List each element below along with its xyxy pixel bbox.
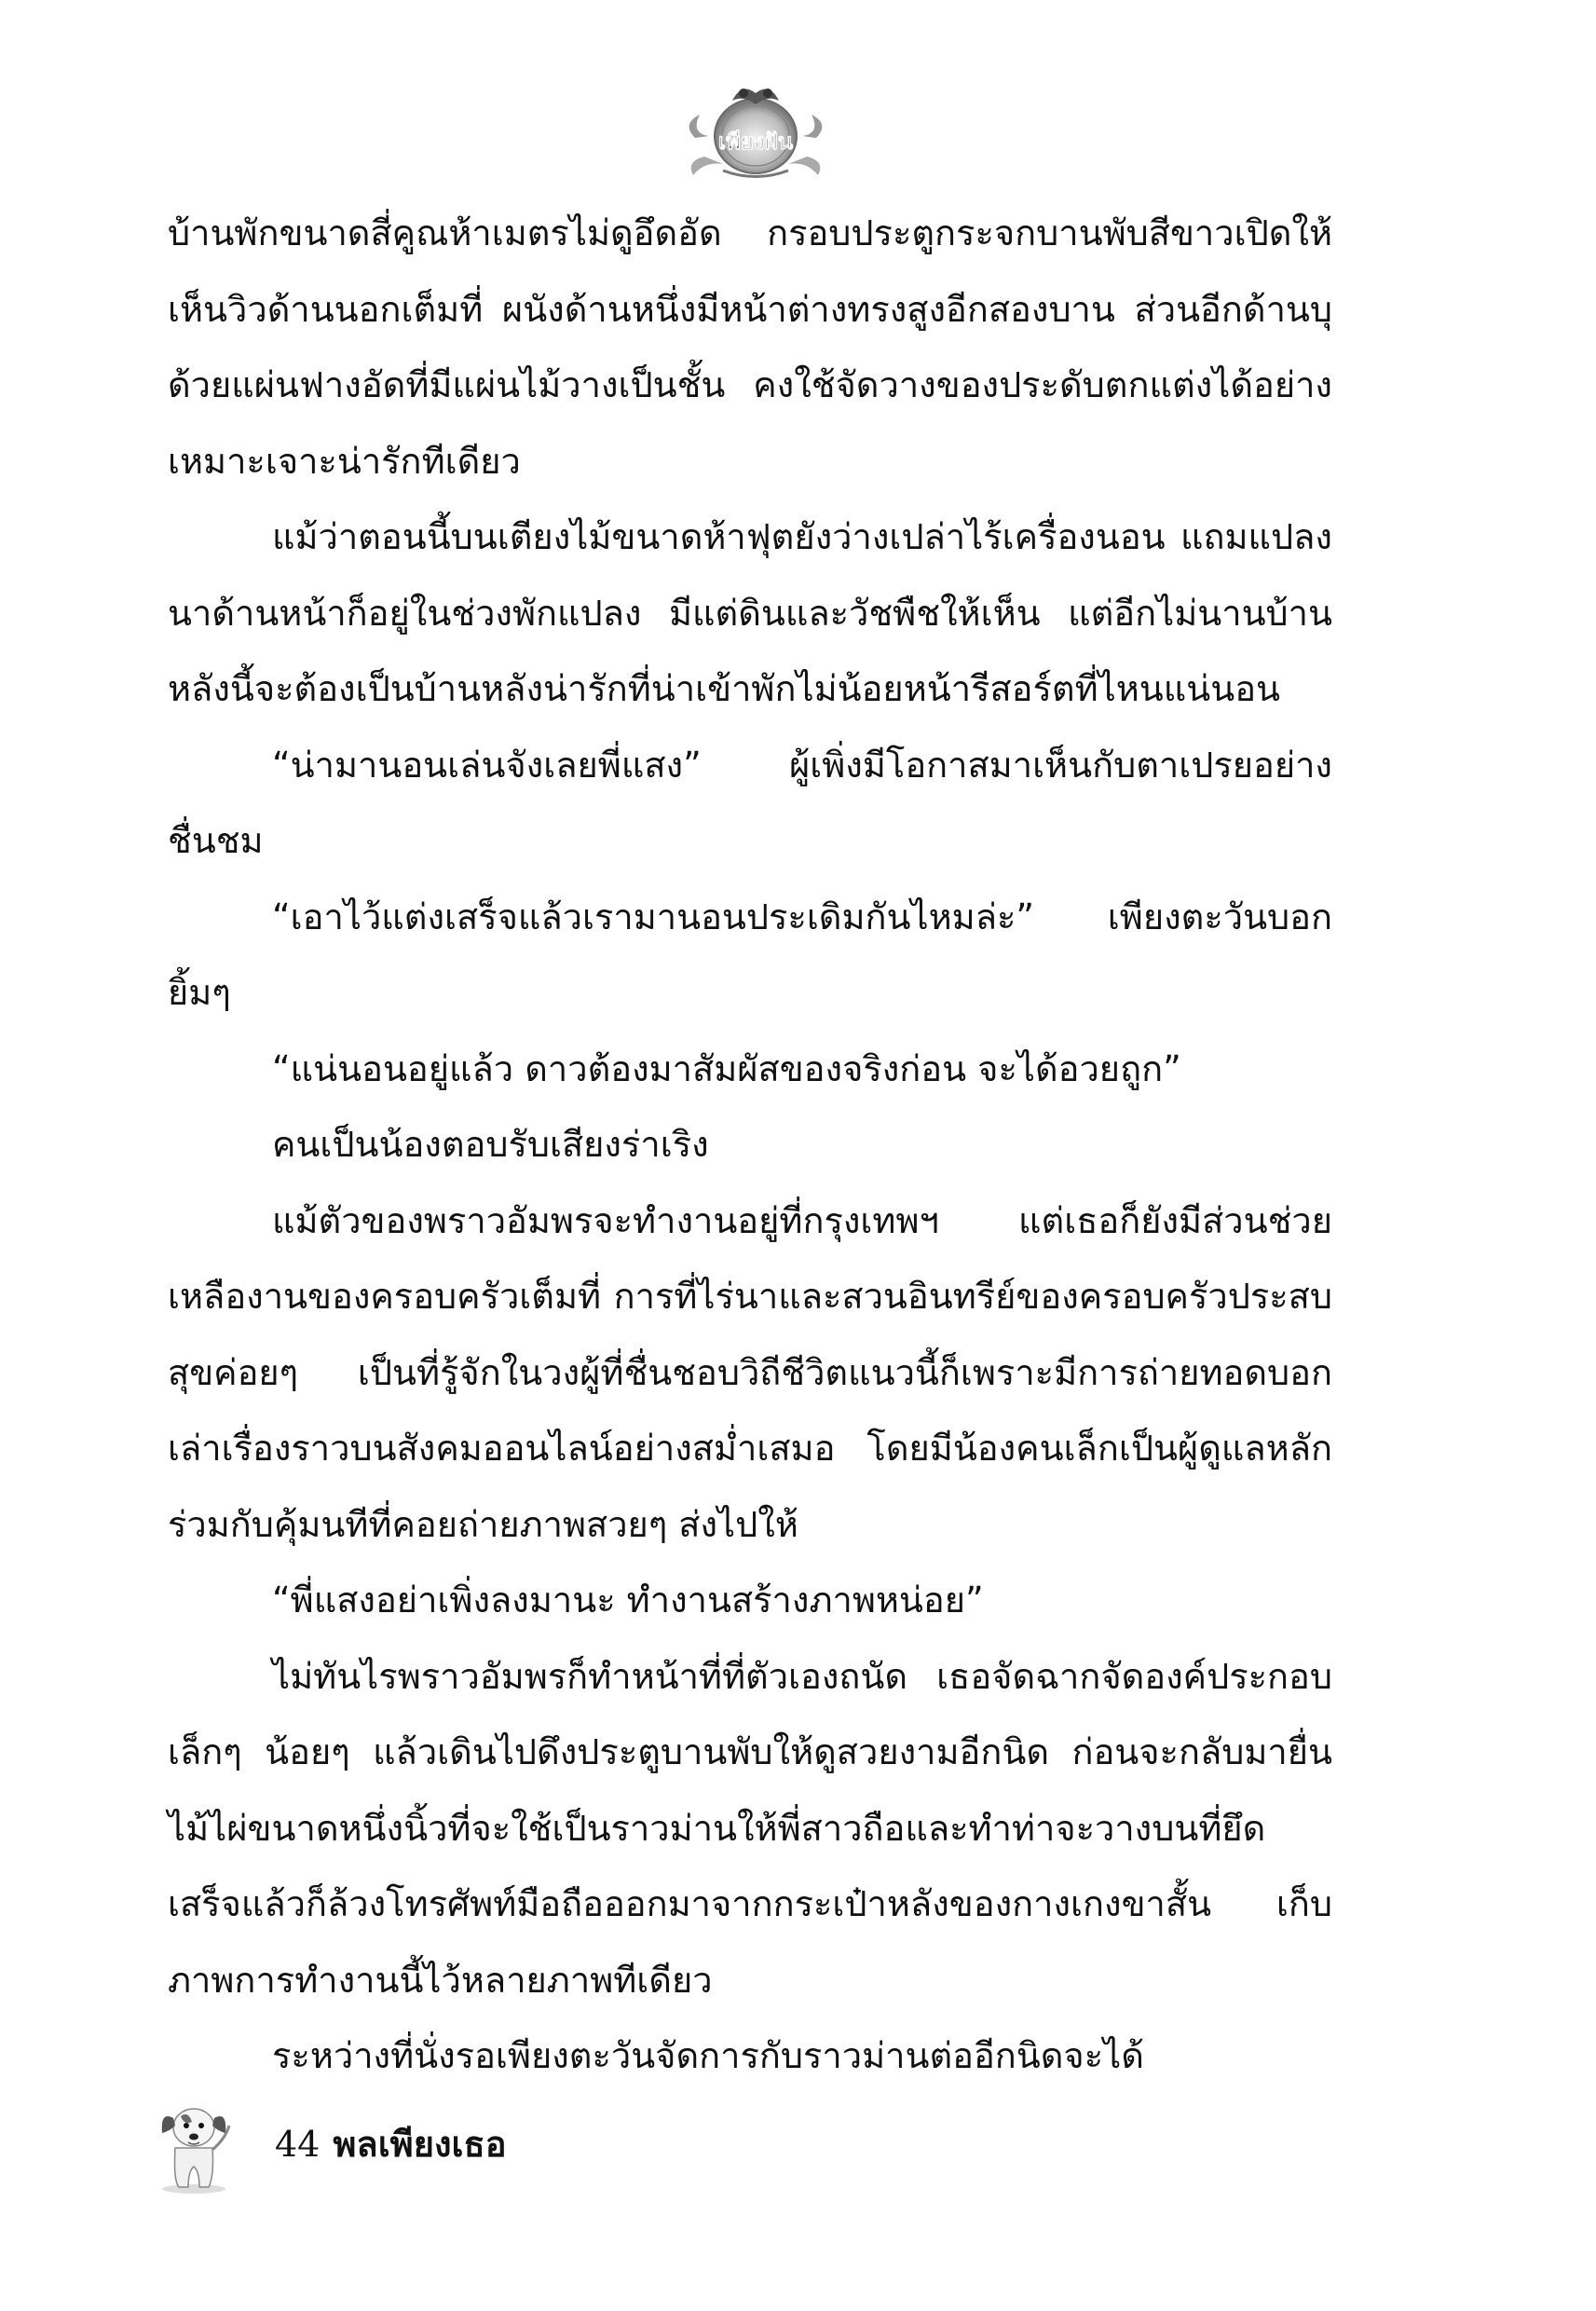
- paragraph: แม้ตัวของพราวอัมพรจะทำงานอยู่ที่กรุงเทพฯ แต่เธอก็ยังมีส่วนช่วยเหลืองานของครอบครัวเต็มที่ การที่ไร่นาและสวนอินทรีย์ของครอบครัวประสบสุขค่อยๆ เป็นที่รู้จักในวงผู้ที่ชื่นชอบวิถีชีวิตแนวนี้ก็เพราะมีการถ่ายทอดบอกเล่าเรื่องราวบนสังคมออนไลน์อย่างสม่ำเสมอ โดยมีน้องคนเล็กเป็นผู้ดูแลหลัก ร่วมกับคุ้มนทีที่คอยถ่ายภาพสวยๆ ส่งไปให้: [168, 1199, 1332, 1545]
- floral-crest-logo-icon: [676, 73, 835, 185]
- paragraph: แม้ว่าตอนนี้บนเตียงไม้ขนาดห้าฟุตยังว่างเปล่าไร้เครื่องนอน แถมแปลงนาด้านหน้าก็อยู่ในช่วงพักแปลง มีแต่ดินและวัชพืชให้เห็น แต่อีกไม่นานบ้านหลังนี้จะต้องเป็นบ้านหลังน่ารักที่น่าเข้าพักไม่น้อยหน้ารีสอร์ตที่ไหนแน่นอน: [168, 516, 1332, 709]
- body-text: [168, 196, 1332, 2095]
- paragraph: บ้านพักขนาดสี่คูณห้าเมตรไม่ดูอึดอัด กรอบประตูกระจกบานพับสีขาวเปิดให้เห็นวิวด้านนอกเต็มที่ ผนังด้านหนึ่งมีหน้าต่างทรงสูงอีกสองบาน ส่วนอีกด้านบุด้วยแผ่นฟางอัดที่มีแผ่นไม้วางเป็นชั้น คงใช้จัดวางของประดับตกแต่งได้อย่างเหมาะเจาะน่ารักทีเดียว: [168, 212, 1332, 482]
- paragraph: “พี่แสงอย่าเพิ่งลงมานะ ทำงานสร้างภาพหน่อย”: [272, 1579, 984, 1620]
- page-footer: [275, 2115, 507, 2172]
- puppy-illustration-icon: [147, 2092, 240, 2195]
- paragraph: “แน่นอนอยู่แล้ว ดาวต้องมาสัมผัสของจริงก่อน จะได้อวยถูก”: [272, 1047, 1181, 1089]
- paragraph: “น่ามานอนเล่นจังเลยพี่แสง” ผู้เพิ่งมีโอกาสมาเห็นกับตาเปรยอย่างชื่นชม: [168, 744, 1332, 861]
- paragraph: ไม่ทันไรพราวอัมพรก็ทำหน้าที่ที่ตัวเองถนัด เธอจัดฉากจัดองค์ประกอบเล็กๆ น้อยๆ แล้วเดินไปดึงประตูบานพับให้ดูสวยงามอีกนิด ก่อนจะกลับมายื่นไม้ไผ่ขนาดหนึ่งนิ้วที่จะใช้เป็นราวม่านให้พี่สาวถือและทำท่าจะวางบนที่ยึด เสร็จแล้วก็ล้วงโทรศัพท์มือถือออกมาจากกระเป๋าหลังของกางเกงขาสั้น เก็บภาพการทำงานนี้ไว้หลายภาพทีเดียว: [168, 1655, 1332, 2001]
- paragraph: “เอาไว้แต่งเสร็จแล้วเรามานอนประเดิมกันไหมล่ะ” เพียงตะวันบอกยิ้มๆ: [168, 896, 1332, 1013]
- header-logo: [676, 73, 835, 185]
- paragraph: คนเป็นน้องตอบรับเสียงร่าเริง: [272, 1124, 709, 1165]
- logo-text: เพียงฝัน: [717, 129, 794, 155]
- page-number: 44: [275, 2124, 321, 2165]
- paragraph: ระหว่างที่นั่งรอเพียงตะวันจัดการกับราวม่านต่ออีกนิดจะได้: [272, 2035, 1144, 2076]
- book-title: พลเพียงเธอ: [333, 2124, 507, 2165]
